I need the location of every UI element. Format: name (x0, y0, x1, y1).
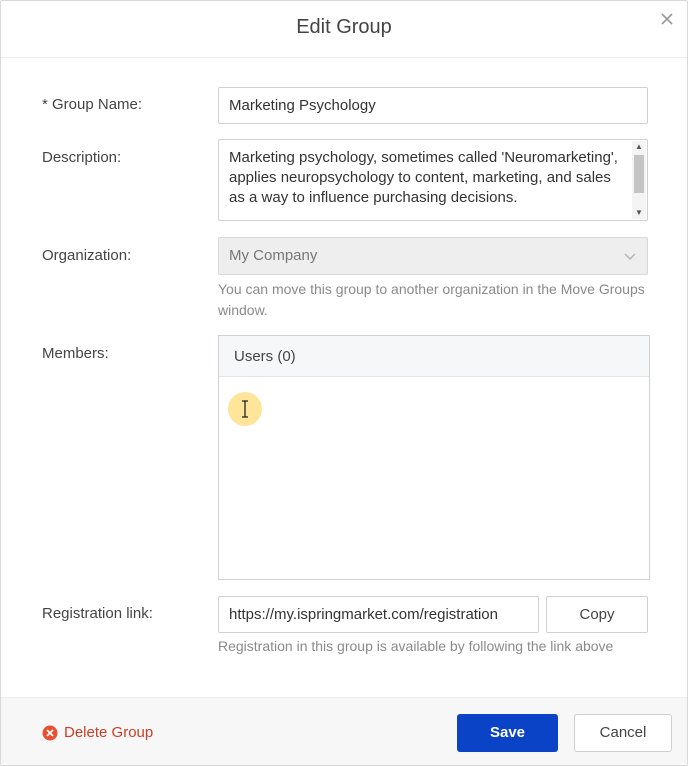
group-name-input[interactable]: Marketing Psychology (218, 87, 648, 124)
members-label: Members: (42, 345, 109, 362)
dialog-footer (1, 697, 687, 765)
delete-group-button[interactable] (42, 724, 153, 741)
description-text: Marketing psychology, sometimes called 'Neuromarketing', applies neuropsychology to content, marketing, and sales as a way to influence purchasing decisions. (229, 149, 618, 206)
delete-circle-icon (42, 725, 58, 741)
organization-value: My Company (229, 247, 318, 264)
scroll-down-arrow-icon[interactable]: ▼ (635, 208, 643, 217)
registration-link-label: Registration link: (42, 605, 153, 622)
dialog-header (1, 1, 687, 58)
organization-label: Organization: (42, 247, 132, 264)
copy-button[interactable]: Copy (546, 596, 648, 633)
registration-hint: Registration in this group is available by following the link above (218, 638, 614, 654)
chevron-down-icon (623, 249, 637, 263)
members-header (219, 336, 649, 377)
cancel-button[interactable]: Cancel (574, 714, 672, 752)
group-name-label: * Group Name: (42, 96, 143, 113)
description-scrollbar[interactable] (632, 141, 646, 219)
dialog-title: Edit Group (296, 16, 392, 38)
scroll-thumb[interactable] (634, 155, 644, 193)
organization-select (218, 237, 648, 275)
text-cursor-icon (240, 400, 250, 418)
close-icon[interactable] (657, 9, 677, 29)
delete-group-label: Delete Group (64, 724, 154, 741)
registration-link-input[interactable]: https://my.ispringmarket.com/registration (218, 596, 539, 633)
members-panel (218, 335, 650, 580)
description-label: Description: (42, 149, 122, 166)
tab-users[interactable]: Users (0) (234, 348, 296, 365)
description-textarea[interactable] (218, 139, 648, 221)
organization-hint: You can move this group to another organization in the Move Groups window. (218, 281, 645, 318)
save-button[interactable]: Save (457, 714, 558, 752)
mouse-cursor-highlight (228, 392, 262, 426)
scroll-up-arrow-icon[interactable]: ▲ (635, 142, 643, 151)
